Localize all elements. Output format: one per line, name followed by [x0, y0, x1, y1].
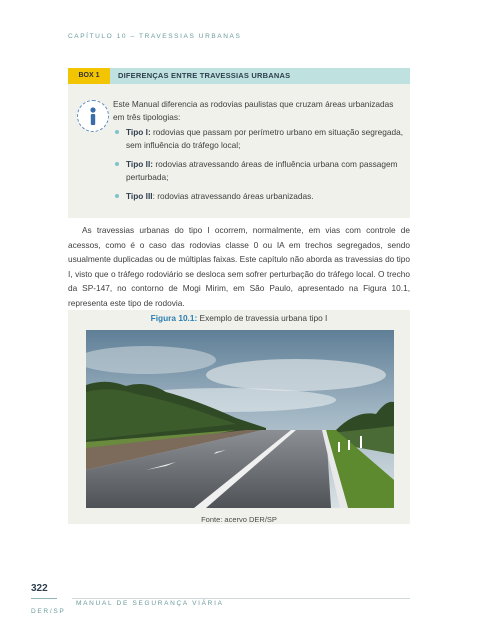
body-paragraph: As travessias urbanas do tipo I ocorrem, normalmente, em vias com controle de acessos, como é o caso das rodovias classe 0 ou IA em trechos segregados, sendo usualmente duplicadas ou de múltiplas faixas. Este capítulo não aborda as travessias do tipo I, visto que o tráfego rodoviário se desloca sem sofrer perturbação do tráfego local. O trecho da SP-147, no contorno de Mogi Mirim, em São Paulo, apresentado na Figura 10.1, representa este tipo de rodovia. — [68, 225, 410, 308]
item-text: rodovias atravessando áreas de influência urbana com passagem perturbada; — [126, 159, 398, 182]
figure-caption-text: Exemplo de travessia urbana tipo I — [197, 313, 328, 323]
box-list — [113, 126, 405, 209]
item-text: : rodovias atravessando áreas urbanizadas. — [152, 191, 314, 201]
bullet-icon — [115, 194, 119, 198]
footer-rule-left — [31, 598, 57, 599]
figure-caption — [68, 313, 410, 323]
page-number: 322 — [31, 583, 48, 594]
item-text: rodovias que passam por perímetro urbano em situação segregada, sem influência do tráfego local; — [126, 127, 404, 150]
bullet-icon — [115, 162, 119, 166]
box-intro: Este Manual diferencia as rodovias paulistas que cruzam áreas urbanizadas em três tipologias: — [113, 99, 394, 122]
footer-title: MANUAL DE SEGURANÇA VIÁRIA — [76, 600, 224, 607]
box-title: DIFERENÇAS ENTRE TRAVESSIAS URBANAS — [118, 71, 291, 80]
box-tag: BOX 1 — [68, 68, 110, 84]
footer-rule — [72, 598, 410, 599]
figure-label: Figura 10.1: — [150, 313, 198, 323]
list-item — [113, 158, 405, 184]
chapter-header: CAPÍTULO 10 – TRAVESSIAS URBANAS — [68, 33, 242, 40]
item-label: Tipo I: — [126, 127, 151, 137]
list-item — [113, 126, 405, 152]
road-photo — [86, 330, 394, 508]
figure-source: Fonte: acervo DER/SP — [201, 515, 277, 524]
item-label: Tipo II: — [126, 159, 154, 169]
footer-org: DER/SP — [31, 608, 66, 615]
item-label: Tipo III — [126, 191, 153, 201]
info-icon — [77, 100, 109, 132]
bullet-icon — [115, 130, 119, 134]
list-item — [113, 190, 405, 203]
